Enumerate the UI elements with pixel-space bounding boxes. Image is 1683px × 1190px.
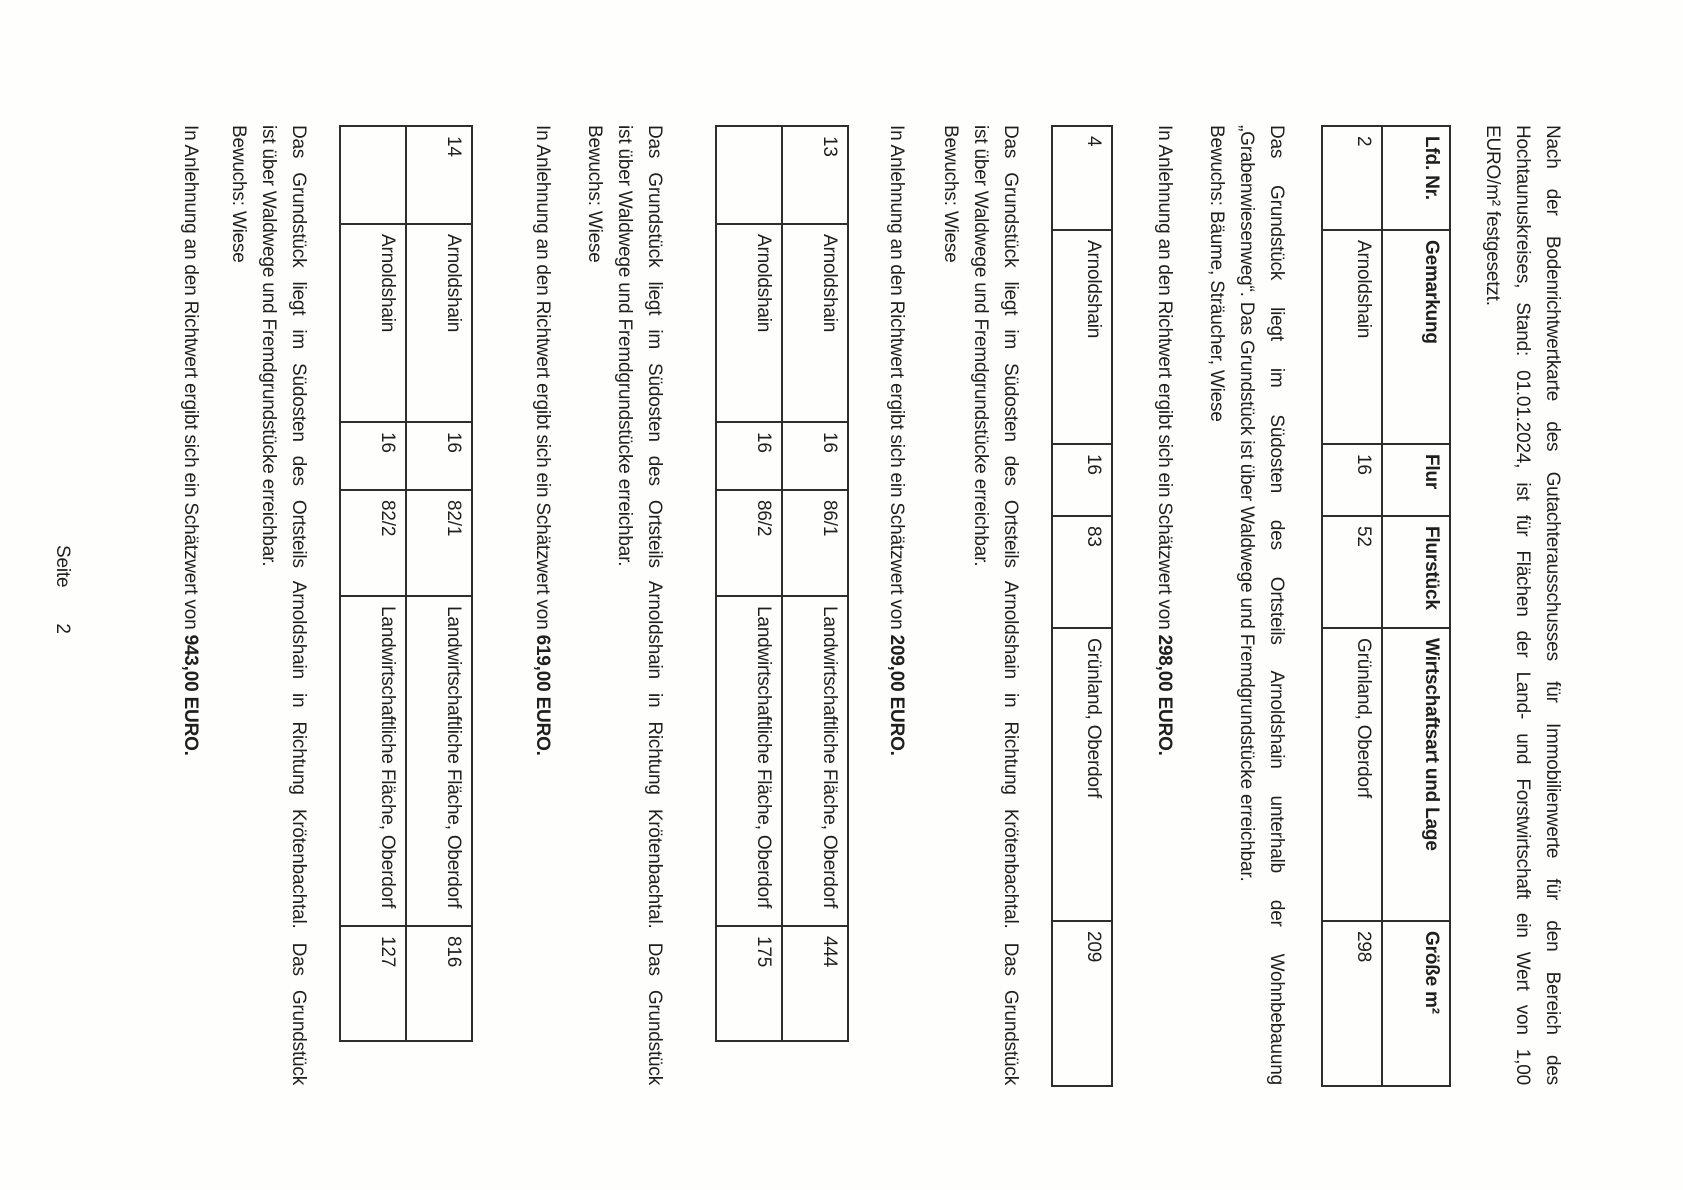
valuation-prefix: In Anlehnung an den Richtwert ergibt sich ein Schätzwert von — [180, 125, 201, 630]
table-row — [1322, 126, 1382, 1086]
table-cell: 298 — [1322, 921, 1382, 1086]
valuation-prefix: In Anlehnung an den Richtwert ergibt sich ein Schätzwert von — [886, 125, 907, 630]
table-cell: 13 — [782, 126, 848, 224]
description-paragraph — [935, 125, 1025, 1085]
table-cell: 16 — [406, 422, 472, 490]
valuation-line — [1149, 125, 1179, 1085]
valuation-line — [527, 125, 557, 1085]
table-cell: Landwirtschaftliche Fläche, Oberdorf — [782, 596, 848, 926]
page-footer — [51, 545, 73, 634]
table-cell: 16 — [1052, 444, 1112, 516]
col-flur: Flur — [1382, 444, 1450, 516]
valuation-prefix: In Anlehnung an den Richtwert ergibt sich ein Schätzwert von — [1154, 125, 1175, 630]
table-row — [716, 126, 782, 1041]
intro-paragraph — [1477, 125, 1567, 1085]
valuation-line — [881, 125, 911, 1085]
text-line: Das Grundstück liegt im Südosten des Ortsteils Arnoldshain in Richtung Krötenbachtal. Das Grundstück — [288, 125, 309, 1085]
col-flurstueck: Flurstück — [1382, 516, 1450, 628]
valuation-amount: 209,00 EURO. — [886, 634, 907, 756]
table-cell: 82/1 — [406, 490, 472, 596]
text-line: Das Grundstück liegt im Südosten des Ortsteils Arnoldshain in Richtung Krötenbachtal. Das Grundstück — [644, 125, 665, 1085]
table-row — [1052, 126, 1112, 1086]
page-content — [175, 125, 1567, 1085]
valuation-amount: 619,00 EURO. — [532, 634, 553, 756]
col-groesse: Größe m² — [1382, 921, 1450, 1086]
text-line: Bewuchs: Wiese — [940, 125, 961, 263]
text-line: Nach der Bodenrichtwertkarte des Gutachterausschusses für Immobilienwerte für den Bereich des — [1542, 125, 1563, 1085]
table-cell: 82/2 — [340, 490, 406, 596]
table-cell: Arnoldshain — [406, 224, 472, 422]
table-cell — [340, 126, 406, 224]
table-cell: Grünland, Oberdorf — [1322, 628, 1382, 921]
parcel-table-4 — [339, 125, 473, 1042]
table-cell: 4 — [1052, 126, 1112, 230]
text-line: Das Grundstück liegt im Südosten des Ortsteils Arnoldshain in Richtung Krötenbachtal. Das Grundstück — [1000, 125, 1021, 1085]
table-cell — [716, 126, 782, 224]
valuation-amount: 298,00 EURO. — [1154, 634, 1175, 756]
table-cell: Landwirtschaftliche Fläche, Oberdorf — [340, 596, 406, 926]
table-cell: 16 — [1322, 444, 1382, 516]
table-cell: 209 — [1052, 921, 1112, 1086]
col-lfd-nr: Lfd. Nr. — [1382, 126, 1450, 230]
col-gemarkung: Gemarkung — [1382, 230, 1450, 444]
valuation-line — [175, 125, 205, 1085]
table-cell: Grünland, Oberdorf — [1052, 628, 1112, 921]
table-cell: 83 — [1052, 516, 1112, 628]
text-line: Bewuchs: Wiese — [584, 125, 605, 263]
text-line: Hochtaunuskreises, Stand: 01.01.2024, ist für Flächen der Land- und Forstwirtschaft ein Wert von 1,00 — [1512, 125, 1533, 1085]
table-cell: 16 — [782, 422, 848, 490]
table-cell: 816 — [406, 926, 472, 1041]
text-line: ist über Waldwege und Fremdgrundstücke erreichbar. — [614, 125, 635, 567]
table-cell: 16 — [716, 422, 782, 490]
description-paragraph — [579, 125, 669, 1085]
table-cell: Landwirtschaftliche Fläche, Oberdorf — [406, 596, 472, 926]
table-row — [782, 126, 848, 1041]
table-cell: 127 — [340, 926, 406, 1041]
table-cell: 14 — [406, 126, 472, 224]
valuation-prefix: In Anlehnung an den Richtwert ergibt sich ein Schätzwert von — [532, 125, 553, 630]
table-cell: Arnoldshain — [1322, 230, 1382, 444]
text-line: Das Grundstück liegt im Südosten des Ortsteils Arnoldshain unterhalb der Wohnbebauung — [1266, 125, 1287, 1085]
col-wirtschaftsart: Wirtschaftsart und Lage — [1382, 628, 1450, 921]
text-line: ist über Waldwege und Fremdgrundstücke erreichbar. — [258, 125, 279, 567]
parcel-table-1 — [1321, 125, 1451, 1087]
valuation-amount: 943,00 EURO. — [180, 634, 201, 756]
table-cell: 444 — [782, 926, 848, 1041]
footer-label: Seite — [52, 545, 73, 588]
text-line: ist über Waldwege und Fremdgrundstücke erreichbar. — [970, 125, 991, 567]
description-paragraph — [1201, 125, 1291, 1085]
table-cell: Arnoldshain — [782, 224, 848, 422]
description-paragraph — [223, 125, 313, 1085]
table-cell: 16 — [340, 422, 406, 490]
table-cell: 52 — [1322, 516, 1382, 628]
table-row — [406, 126, 472, 1041]
table-cell: Arnoldshain — [340, 224, 406, 422]
parcel-table-3 — [715, 125, 849, 1042]
table-cell: 86/1 — [782, 490, 848, 596]
table-cell: 2 — [1322, 126, 1382, 230]
table-cell: 86/2 — [716, 490, 782, 596]
table-cell: 175 — [716, 926, 782, 1041]
text-line: Bewuchs: Bäume, Sträucher, Wiese — [1206, 125, 1227, 422]
table-cell: Arnoldshain — [716, 224, 782, 422]
table-row — [340, 126, 406, 1041]
text-line: EURO/m² festgesetzt. — [1482, 125, 1503, 306]
table-header-row — [1382, 126, 1450, 1086]
table-cell: Landwirtschaftliche Fläche, Oberdorf — [716, 596, 782, 926]
page-number: 2 — [52, 623, 73, 634]
table-cell: Arnoldshain — [1052, 230, 1112, 444]
parcel-table-2 — [1051, 125, 1113, 1087]
text-line: „Grabenwiesenweg“. Das Grundstück ist über Waldwege und Fremdgrundstücke erreichbar. — [1236, 125, 1257, 882]
text-line: Bewuchs: Wiese — [228, 125, 249, 263]
